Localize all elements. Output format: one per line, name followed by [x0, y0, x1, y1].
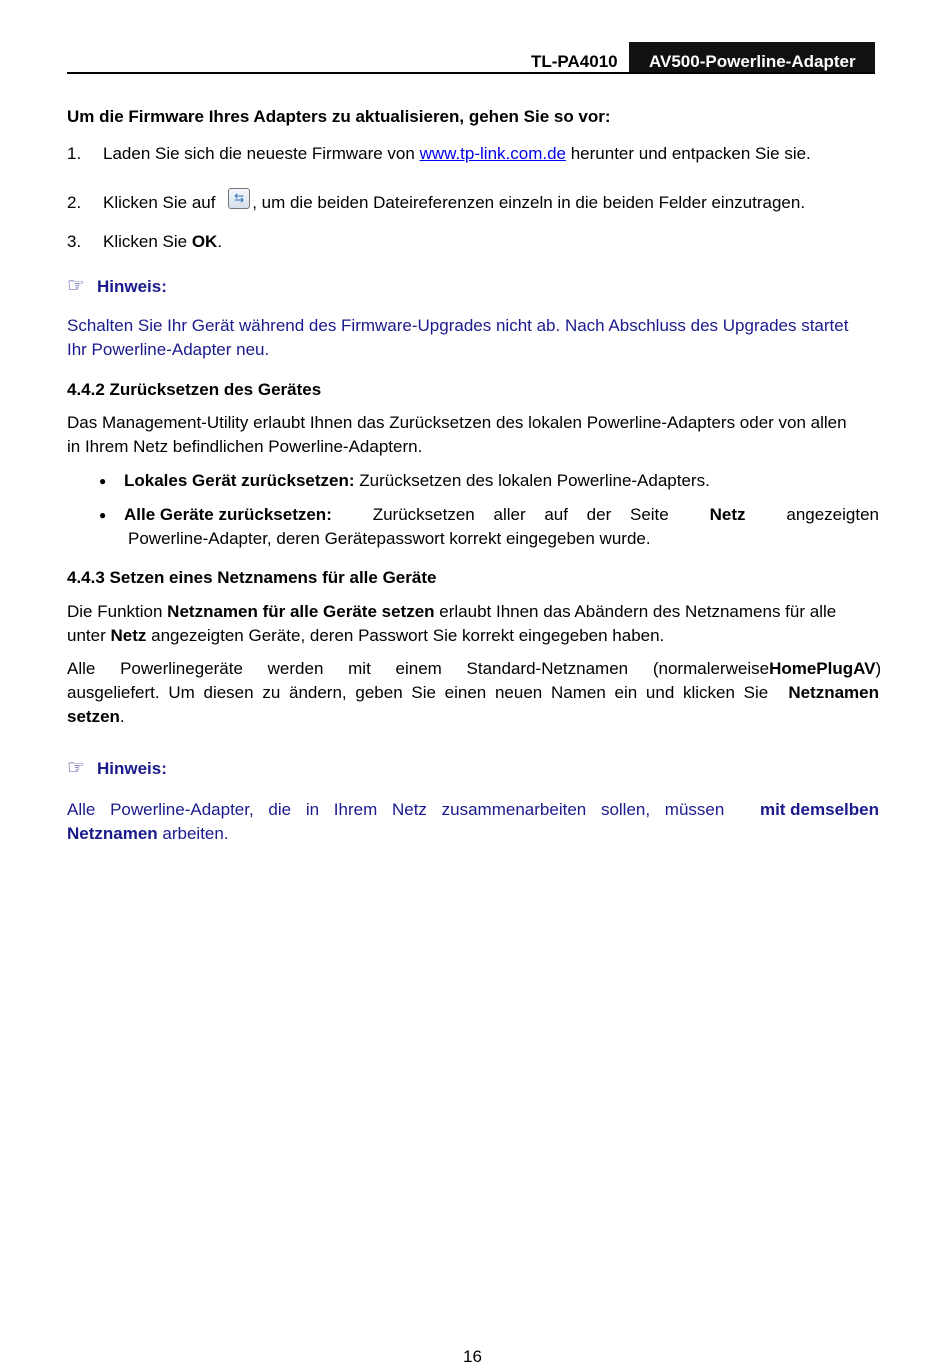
bullet-text: Zurücksetzen aller auf der Seite [372, 505, 669, 524]
header-rule [67, 72, 875, 74]
note-1-line-2: Ihr Powerline-Adapter neu. [67, 340, 270, 359]
ok-label: OK [191, 232, 218, 251]
bullet-text: Zurücksetzen des lokalen Powerline-Adapters. [354, 471, 710, 490]
note-2-heading [67, 756, 167, 781]
step-text: Klicken Sie auf [103, 193, 221, 212]
step-1 [0, 144, 950, 168]
step-text: herunter und entpacken Sie sie. [566, 144, 811, 163]
bullet-label: Lokales Gerät zurücksetzen: [124, 471, 355, 490]
reset-para-line-1: Das Management-Utility erlaubt Ihnen das Zurücksetzen des lokalen Powerline-Adapters oder von allen [67, 413, 847, 432]
page-number: 16 [463, 1347, 482, 1366]
netz-label: Netz [709, 505, 746, 524]
step-number: 1. [67, 144, 82, 163]
pointing-hand-icon: ☞ [67, 757, 85, 779]
reset-para-line-2: in Ihrem Netz befindlichen Powerline-Adaptern. [67, 437, 423, 456]
bullet-local-reset [0, 469, 950, 493]
note-2-line-2: Netznamen arbeiten. [67, 824, 229, 843]
note-1-heading [67, 274, 167, 299]
note-1-line-1: Schalten Sie Ihr Gerät während des Firmware-Upgrades nicht ab. Nach Abschluss des Upgrades startet [67, 316, 849, 335]
step-3: 3. Klicken Sie OK. [67, 232, 223, 251]
step-number: 2. [67, 193, 82, 212]
netname-para-1-line-1: Die Funktion Netznamen für alle Geräte setzen erlaubt Ihnen das Abändern des Netznamens für alle [67, 602, 837, 621]
step-text: , um die beiden Dateireferenzen einzeln in die beiden Felder einzutragen. [252, 193, 806, 212]
bullet-all-reset-line-2: Powerline-Adapter, deren Gerätepasswort korrekt eingegeben wurde. [128, 529, 651, 548]
netname-para-2-line-2: ausgeliefert. Um diesen zu ändern, geben Sie einen neuen Namen ein und klicken Sie Netznamen [67, 683, 879, 702]
bullet-all-reset [124, 503, 879, 527]
tp-link-url[interactable]: www.tp-link.com.de [419, 144, 566, 163]
pointing-hand-icon: ☞ [67, 275, 85, 297]
step-text: Klicken Sie [103, 232, 192, 251]
step-2 [0, 193, 950, 217]
header-product-box [629, 42, 875, 74]
bullet-text: angezeigten [786, 505, 879, 524]
header-model: TL-PA4010 [531, 52, 618, 71]
netname-para-2-line-1: Alle Powerlinegeräte werden mit einem Standard-Netznamen (normalerweise HomePlugAV) [67, 659, 882, 678]
step-text: Laden Sie sich die neueste Firmware von [103, 144, 420, 163]
intro-text: Um die Firmware Ihres Adapters zu aktualisieren, gehen Sie so vor: [67, 107, 611, 126]
browse-refresh-icon: ⇆ [228, 188, 250, 209]
bullet-icon: ● [99, 508, 107, 522]
note-title: Hinweis: [97, 759, 167, 778]
netname-para-2-line-3: setzen. [67, 707, 125, 726]
netname-para-1-line-2: unter Netz angezeigten Geräte, deren Passwort Sie korrekt eingegeben haben. [67, 626, 665, 645]
section-heading-netname: 4.4.3 Setzen eines Netznamens für alle Geräte [67, 568, 437, 587]
bullet-label: Alle Geräte zurücksetzen: [124, 505, 332, 524]
note-title: Hinweis: [97, 277, 167, 296]
section-heading-reset: 4.4.2 Zurücksetzen des Gerätes [67, 380, 322, 399]
bullet-icon: ● [99, 474, 107, 488]
step-number: 3. [67, 232, 82, 251]
header-product: AV500-Powerline-Adapter [649, 52, 856, 71]
note-2-line-1: Alle Powerline-Adapter, die in Ihrem Netz zusammenarbeiten sollen, müssen mit demselben [67, 800, 879, 819]
